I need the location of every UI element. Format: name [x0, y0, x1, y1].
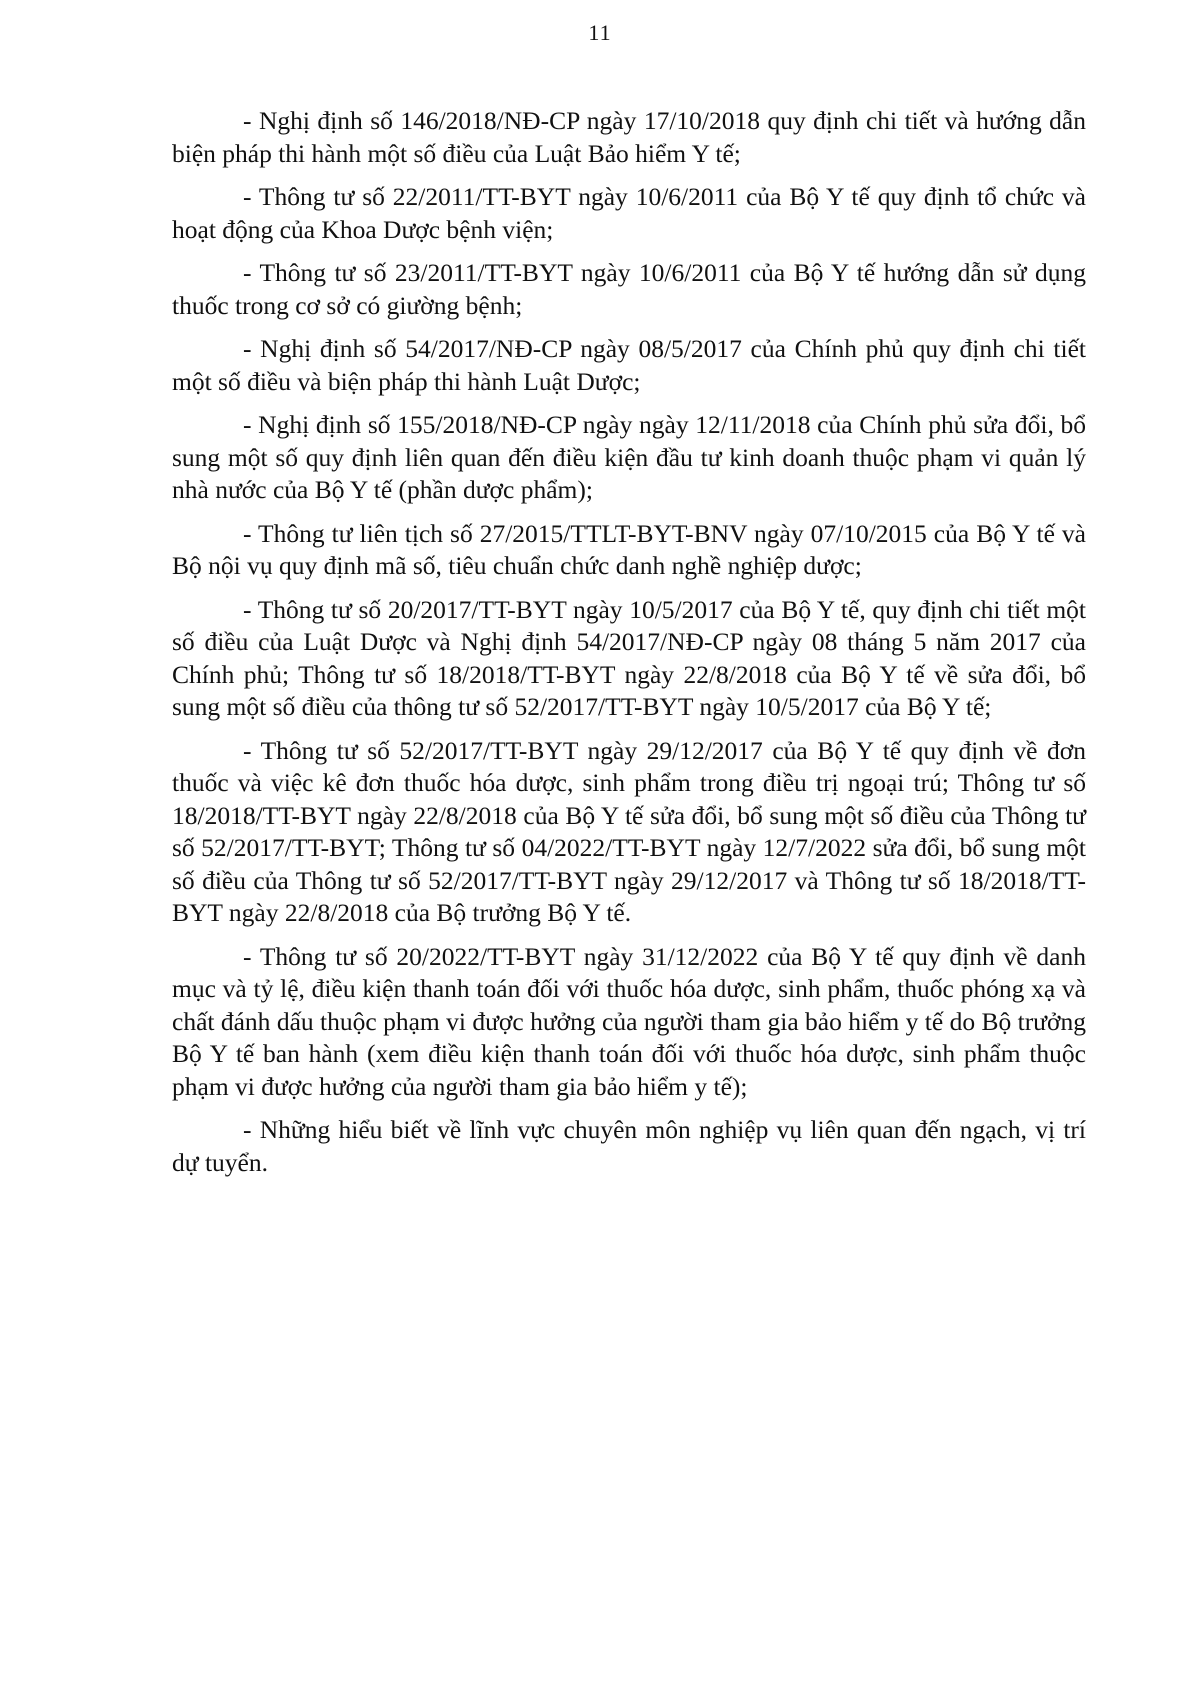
paragraph-nghi-dinh-146-2018: - Nghị định số 146/2018/NĐ-CP ngày 17/10/2018 quy định chi tiết và hướng dẫn biện pháp thi hành một số điều của Luật Bảo hiểm Y tế; [172, 106, 1086, 168]
paragraph-thong-tu-lien-tich-27-2015: - Thông tư liên tịch số 27/2015/TTLT-BYT-BNV ngày 07/10/2015 của Bộ Y tế và Bộ nội vụ quy định mã số, tiêu chuẩn chức danh nghề nghiệp dược; [172, 518, 1086, 580]
paragraph-thong-tu-20-2017: - Thông tư số 20/2017/TT-BYT ngày 10/5/2017 của Bộ Y tế, quy định chi tiết một số điều của Luật Dược và Nghị định 54/2017/NĐ-CP ngày 08 tháng 5 năm 2017 của Chính phủ; Thông tư số 18/2018/TT-BYT ngày 22/8/2018 của Bộ Y tế về sửa đổi, bổ sung một số điều của thông tư số 52/2017/TT-BYT ngày 10/5/2017 của Bộ Y tế; [172, 594, 1086, 721]
paragraph-hieu-biet-chuyen-mon: - Những hiểu biết về lĩnh vực chuyên môn nghiệp vụ liên quan đến ngạch, vị trí dự tuyển. [172, 1115, 1086, 1177]
paragraph-nghi-dinh-54-2017: - Nghị định số 54/2017/NĐ-CP ngày 08/5/2017 của Chính phủ quy định chi tiết một số điều và biện pháp thi hành Luật Dược; [172, 334, 1086, 396]
document-body [172, 105, 1086, 1190]
paragraph-thong-tu-23-2011: - Thông tư số 23/2011/TT-BYT ngày 10/6/2011 của Bộ Y tế hướng dẫn sử dụng thuốc trong cơ sở có giường bệnh; [172, 258, 1086, 320]
paragraph-thong-tu-20-2022: - Thông tư số 20/2022/TT-BYT ngày 31/12/2022 của Bộ Y tế quy định về danh mục và tỷ lệ, điều kiện thanh toán đối với thuốc hóa dược, sinh phẩm, thuốc phóng xạ và chất đánh dấu thuộc phạm vi được hưởng của người tham gia bảo hiểm y tế do Bộ trưởng Bộ Y tế ban hành (xem điều kiện thanh toán đối với thuốc hóa dược, sinh phẩm thuộc phạm vi được hưởng của người tham gia bảo hiểm y tế); [172, 941, 1086, 1101]
page-number: 11 [588, 20, 612, 45]
paragraph-thong-tu-52-2017: - Thông tư số 52/2017/TT-BYT ngày 29/12/2017 của Bộ Y tế quy định về đơn thuốc và việc kê đơn thuốc hóa dược, sinh phẩm trong điều trị ngoại trú; Thông tư số 18/2018/TT-BYT ngày 22/8/2018 của Bộ Y tế sửa đổi, bổ sung một số điều của Thông tư số 52/2017/TT-BYT; Thông tư số 04/2022/TT-BYT ngày 12/7/2022 sửa đổi, bổ sung một số điều của Thông tư số 52/2017/TT-BYT ngày 29/12/2017 và Thông tư số 18/2018/TT-BYT ngày 22/8/2018 của Bộ trưởng Bộ Y tế. [172, 735, 1086, 927]
paragraph-nghi-dinh-155-2018: - Nghị định số 155/2018/NĐ-CP ngày ngày 12/11/2018 của Chính phủ sửa đổi, bổ sung một số quy định liên quan đến điều kiện đầu tư kinh doanh thuộc phạm vi quản lý nhà nước của Bộ Y tế (phần dược phẩm); [172, 410, 1086, 504]
paragraph-thong-tu-22-2011: - Thông tư số 22/2011/TT-BYT ngày 10/6/2011 của Bộ Y tế quy định tổ chức và hoạt động của Khoa Dược bệnh viện; [172, 182, 1086, 244]
